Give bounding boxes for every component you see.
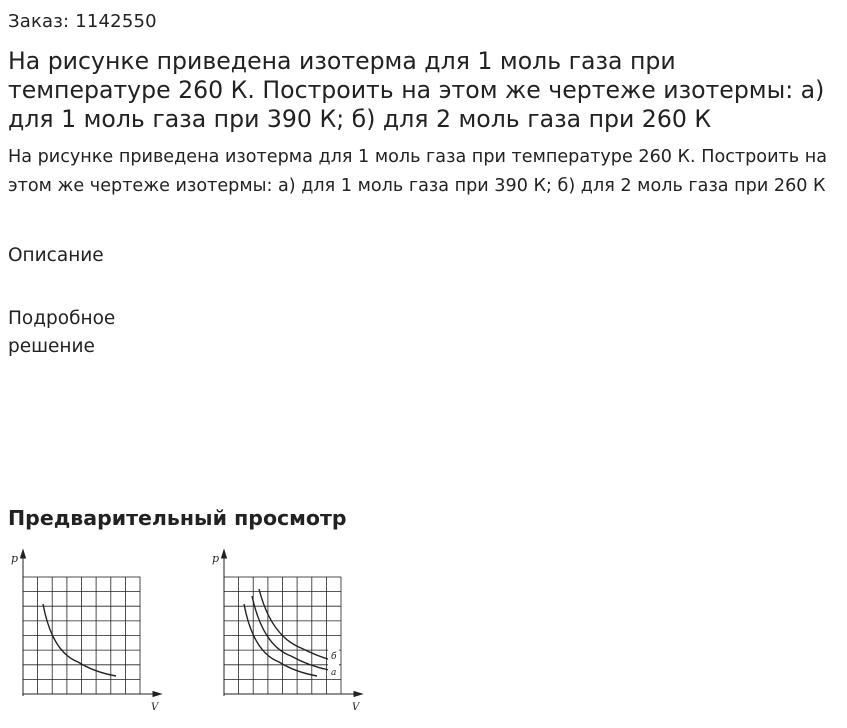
curve-label-b: б <box>331 652 337 662</box>
isotherm-curve-b <box>259 589 331 660</box>
isotherm-graph-right <box>207 546 367 714</box>
isotherm-graph-left <box>6 546 166 714</box>
solution-label-line2: решение <box>8 336 95 357</box>
preview-figure-left <box>6 546 166 718</box>
preview-figure-right <box>207 546 367 718</box>
isotherm-curve <box>43 604 116 676</box>
solution-section-label <box>8 305 115 361</box>
preview-title: Предварительный просмотр <box>8 506 347 530</box>
graph-grid <box>23 577 140 694</box>
isotherm-curve-a <box>252 596 329 670</box>
axis-x-label: V <box>151 702 159 713</box>
solution-label-line1: Подробное <box>8 308 116 329</box>
task-title: На рисунке приведена изотерма для 1 моль газа при температуре 260 К. Построить на этом же чертеже изотермы: а) для 1 моль газа при 390 К; б) для 2 моль газа при 260 К <box>8 47 825 133</box>
curve-label-a: а <box>331 668 337 678</box>
description-section-label: Описание <box>8 245 104 266</box>
task-description: На рисунке приведена изотерма для 1 моль газа при температуре 260 К. Построить на этом же чертеже изотермы: а) для 1 моль газа при 390 К; б) для 2 моль газа при 260 К <box>8 147 828 196</box>
order-number: Заказ: 1142550 <box>8 11 157 32</box>
axis-y-label: p <box>11 552 19 565</box>
isotherm-curve-original <box>244 604 317 676</box>
axis-x-label: V <box>352 702 360 713</box>
axis-y-label: p <box>212 552 220 565</box>
